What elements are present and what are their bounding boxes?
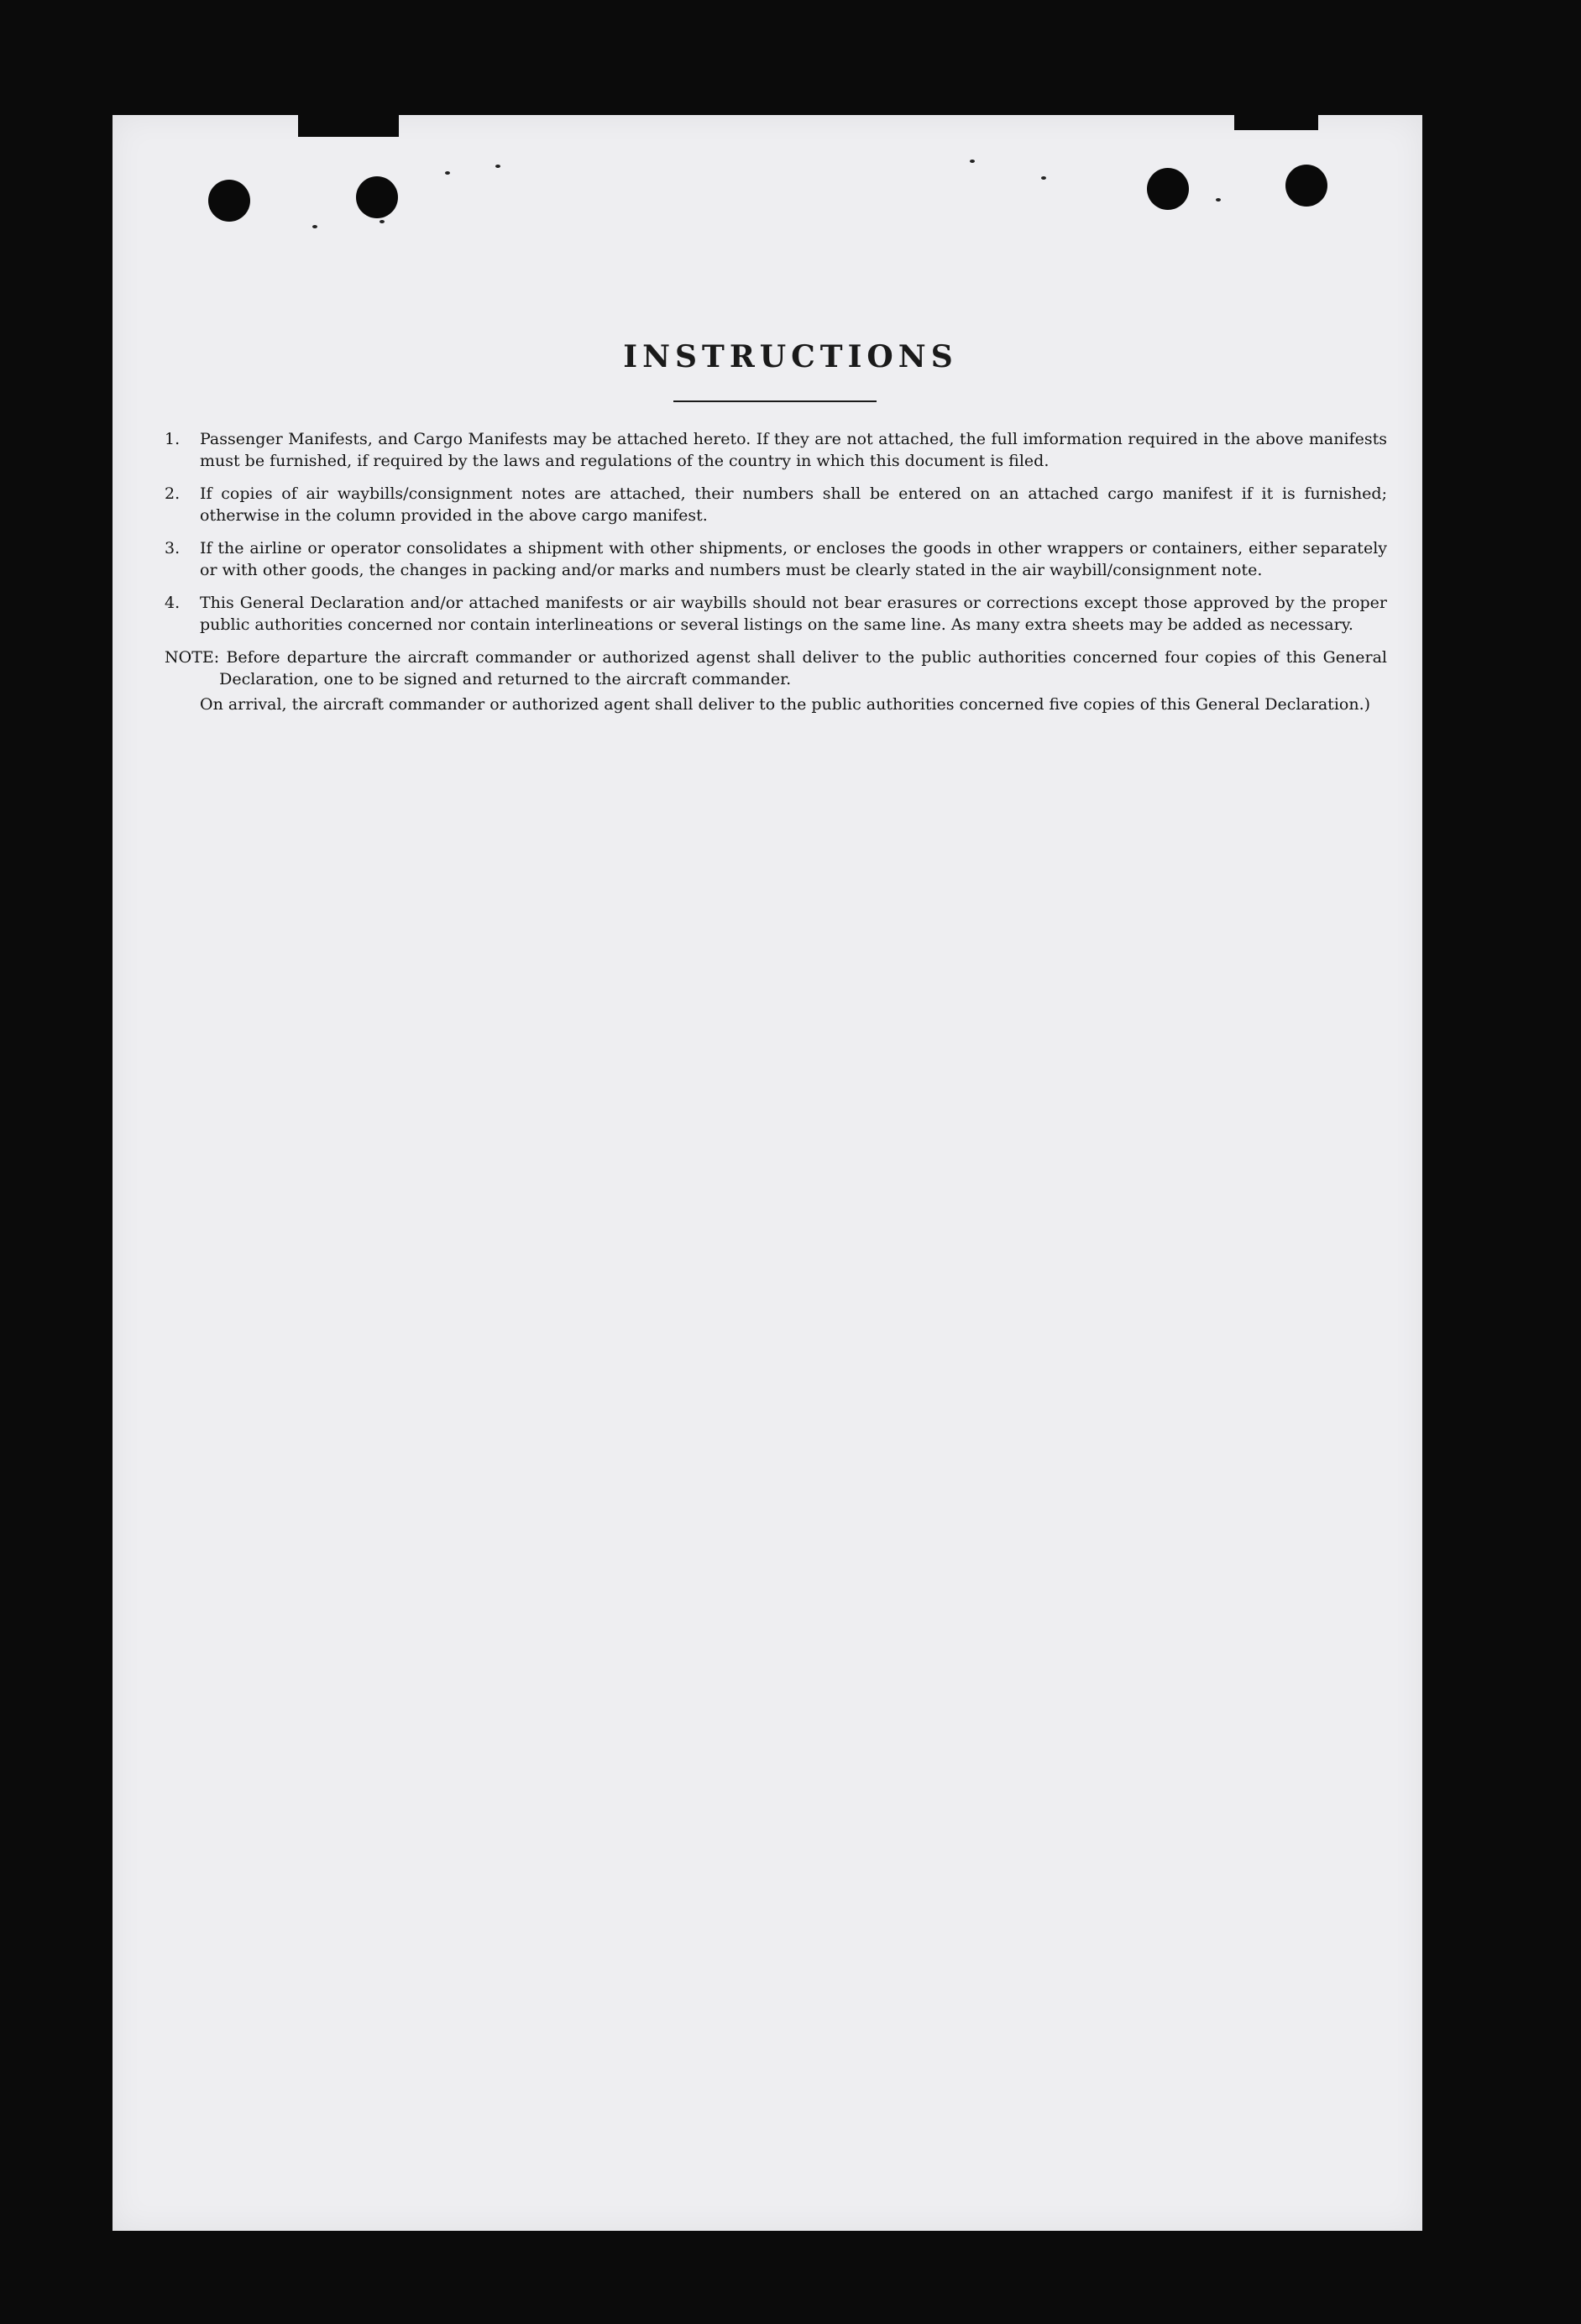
note-departure [165, 646, 1387, 690]
instruction-number: 3. [165, 539, 181, 557]
speck [1216, 198, 1221, 202]
punch-hole-1 [208, 180, 250, 222]
instruction-text: If the airline or operator consolidates a shipment with other shipments, or encloses the goods in other wrappers or containers, either separately or with other goods, the changes in packing and/or marks and numbers must be clearly stated in the air waybill/consignment note. [200, 539, 1387, 579]
instruction-text: Passenger Manifests, and Cargo Manifests may be attached hereto. If they are not attached, the full imformation required in the above manifests must be furnished, if required by the laws and regulations of the country in which this document is filed. [200, 430, 1387, 470]
speck [970, 160, 975, 163]
instruction-item [165, 537, 1387, 581]
instruction-number: 4. [165, 594, 181, 612]
punch-hole-4 [1285, 165, 1327, 207]
speck [1041, 176, 1046, 180]
note-departure-text [219, 646, 1387, 690]
note-departure-body: Before departure the aircraft commander or authorized agenst shall deliver to the public authorities concerned four copies of this General Declaration, one to be signed and returned to the aircraft commander. [219, 648, 1387, 688]
punch-hole-3 [1147, 168, 1189, 210]
binding-tab-left [298, 115, 399, 137]
instruction-item [165, 592, 1387, 636]
speck [380, 220, 385, 223]
instruction-text: This General Declaration and/or attached manifests or air waybills should not bear erasures or corrections except those approved by the proper public authorities concerned nor contain interlineations or several listings on the same line. As many extra sheets may be added as necessary. [200, 594, 1387, 634]
instruction-text: If copies of air waybills/consignment notes are attached, their numbers shall be entered on an attached cargo manifest if it is furnished; otherwise in the column provided in the above cargo manifest. [200, 484, 1387, 525]
speck [445, 171, 450, 175]
binding-tab-right [1234, 115, 1318, 130]
note-arrival: On arrival, the aircraft commander or authorized agent shall deliver to the public authorities concerned five copies of this General Declaration.) [200, 695, 1371, 714]
page-title: INSTRUCTIONS [623, 339, 958, 374]
title-underline [673, 400, 877, 402]
speck [495, 165, 500, 168]
instructions-list [165, 428, 1387, 715]
note-label: NOTE: [165, 648, 220, 667]
speck [312, 225, 317, 228]
instruction-number: 2. [165, 484, 181, 503]
instruction-item [165, 428, 1387, 472]
instruction-number: 1. [165, 430, 181, 448]
instruction-item [165, 483, 1387, 526]
punch-hole-2 [356, 176, 398, 218]
